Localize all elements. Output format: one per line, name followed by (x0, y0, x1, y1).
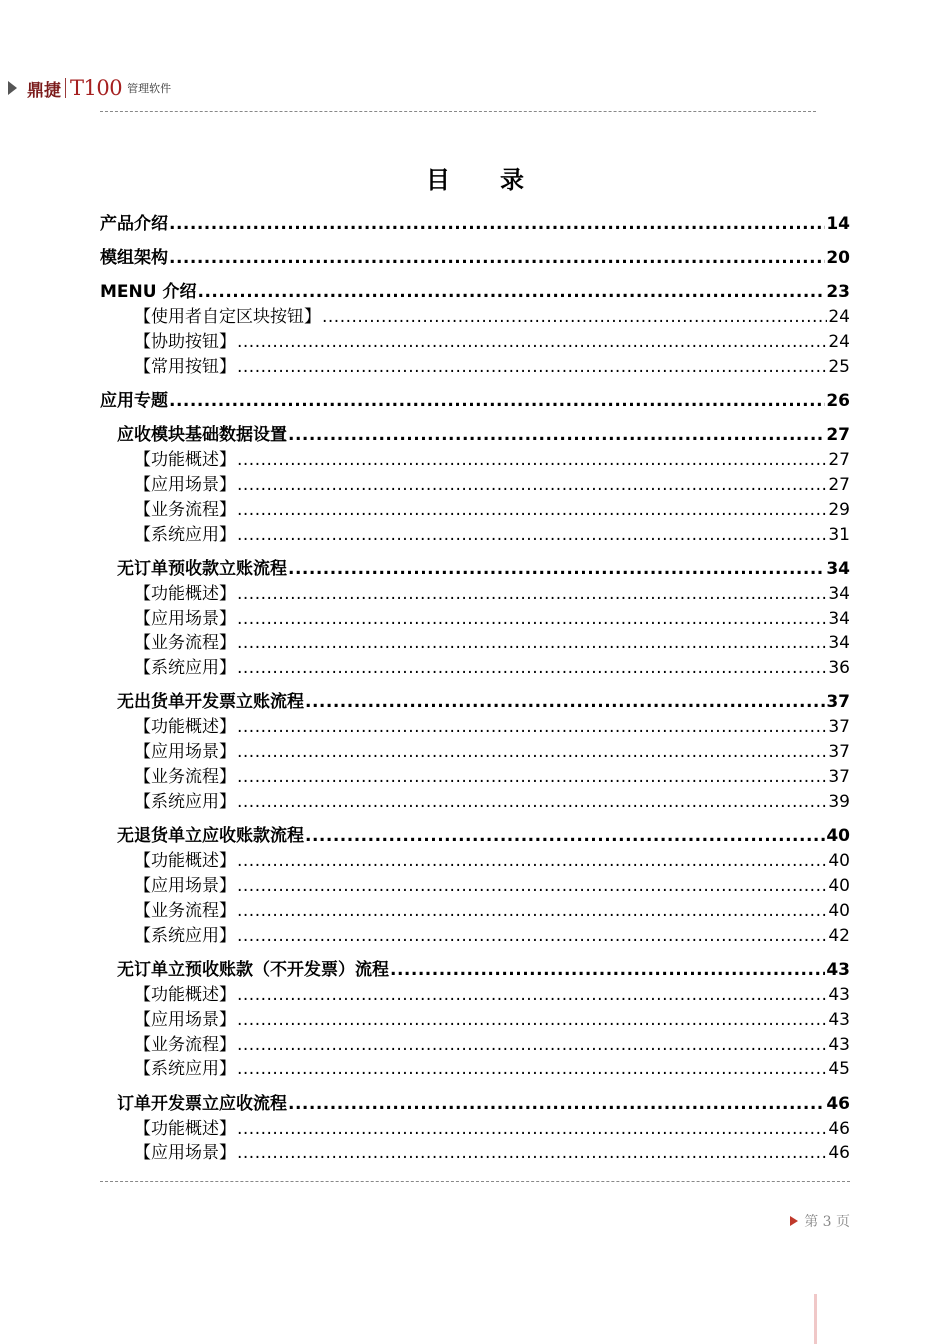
toc-entry-label: 【常用按钮】 (134, 357, 236, 377)
page-number: 第 3 页 (804, 1214, 850, 1230)
toc-leader-dots (237, 607, 827, 631)
toc-leader-dots (237, 899, 827, 923)
toc-entry-label: 【系统应用】 (134, 926, 236, 946)
header-divider (100, 111, 816, 112)
toc-leader-dots (305, 690, 825, 714)
toc-entry[interactable] (134, 582, 850, 606)
toc-entry[interactable] (134, 790, 850, 814)
toc-entry-label: 【业务流程】 (134, 901, 236, 921)
toc-entry-page: 46 (826, 1094, 850, 1114)
toc-entry[interactable] (134, 656, 850, 680)
product-name: T100 (70, 76, 123, 100)
toc-entry-label: 【协助按钮】 (134, 332, 236, 352)
toc-entry-label: 【功能概述】 (134, 717, 236, 737)
toc-entry-page: 42 (828, 926, 850, 946)
toc-entry-label: 【功能概述】 (134, 851, 236, 871)
toc-entry[interactable] (134, 631, 850, 655)
toc-entry[interactable] (134, 1141, 850, 1165)
toc-entry[interactable] (134, 473, 850, 497)
toc-entry[interactable] (134, 899, 850, 923)
toc-entry[interactable] (117, 690, 850, 714)
toc-entry-page: 26 (826, 391, 850, 411)
toc-entry-page: 27 (826, 425, 850, 445)
toc-entry-page: 20 (826, 248, 850, 268)
toc-entry[interactable] (134, 330, 850, 354)
page-title: 目录 (426, 166, 574, 194)
toc-entry[interactable] (134, 523, 850, 547)
page-edge-mark (814, 1294, 817, 1344)
toc-leader-dots (390, 958, 825, 982)
toc-entry-page: 23 (826, 282, 850, 302)
toc-leader-dots (197, 280, 825, 304)
toc-entry[interactable] (134, 1008, 850, 1032)
toc-entry[interactable] (134, 305, 850, 329)
toc-leader-dots (237, 523, 827, 547)
toc-entry[interactable] (100, 246, 850, 270)
toc-entry-page: 40 (828, 901, 850, 921)
toc-entry[interactable] (134, 715, 850, 739)
toc-entry-page: 43 (828, 985, 850, 1005)
header-triangle-icon (8, 81, 17, 95)
toc-entry[interactable] (134, 740, 850, 764)
toc-entry-page: 36 (828, 658, 850, 678)
toc-entry-label: 模组架构 (100, 248, 168, 268)
tagline: 管理软件 (127, 82, 172, 95)
toc-entry-label: 【功能概述】 (134, 584, 236, 604)
toc-entry-page: 25 (828, 357, 850, 377)
toc-entry-label: 【应用场景】 (134, 1143, 236, 1163)
toc-entry-label: 应用专题 (100, 391, 168, 411)
page-header (8, 74, 171, 102)
toc-entry-label: 【业务流程】 (134, 500, 236, 520)
toc-entry-label: 【业务流程】 (134, 1035, 236, 1055)
toc-entry-label: 【系统应用】 (134, 525, 236, 545)
toc-entry-page: 34 (826, 559, 850, 579)
toc-entry-page: 14 (826, 214, 850, 234)
toc-leader-dots (169, 246, 825, 270)
toc-leader-dots (237, 715, 827, 739)
toc-entry-label: 无订单预收款立账流程 (117, 559, 287, 579)
toc-entry-label: 【使用者自定区块按钮】 (134, 307, 321, 327)
toc-entry[interactable] (117, 1092, 850, 1116)
toc-leader-dots (237, 983, 827, 1007)
toc-entry-page: 45 (828, 1059, 850, 1079)
toc-leader-dots (237, 874, 827, 898)
toc-leader-dots (288, 1092, 825, 1116)
toc-entry-page: 34 (828, 584, 850, 604)
toc-entry-label: 【应用场景】 (134, 475, 236, 495)
toc-entry-page: 40 (826, 826, 850, 846)
toc-entry-page: 31 (828, 525, 850, 545)
toc-leader-dots (169, 212, 825, 236)
toc-leader-dots (237, 924, 827, 948)
toc-leader-dots (237, 740, 827, 764)
toc-entry-label: 【功能概述】 (134, 985, 236, 1005)
logo-divider (65, 78, 66, 98)
toc-entry-label: 【系统应用】 (134, 658, 236, 678)
toc-entry[interactable] (100, 212, 850, 236)
toc-entry-page: 46 (828, 1119, 850, 1139)
toc-entry-label: 订单开发票立应收流程 (117, 1094, 287, 1114)
toc-entry[interactable] (100, 280, 850, 304)
toc-entry-label: 【业务流程】 (134, 767, 236, 787)
toc-entry-page: 37 (828, 717, 850, 737)
toc-entry-page: 27 (828, 450, 850, 470)
toc-leader-dots (237, 582, 827, 606)
toc-entry[interactable] (134, 355, 850, 379)
toc-entry-page: 40 (828, 851, 850, 871)
toc-entry[interactable] (134, 849, 850, 873)
toc-leader-dots (237, 448, 827, 472)
toc-entry[interactable] (134, 498, 850, 522)
toc-entry-label: 【应用场景】 (134, 876, 236, 896)
toc-entry[interactable] (117, 824, 850, 848)
toc-entry-page: 37 (828, 742, 850, 762)
toc-entry-label: MENU 介绍 (100, 282, 197, 302)
toc-leader-dots (322, 305, 827, 329)
toc-leader-dots (237, 1008, 827, 1032)
toc-leader-dots (237, 355, 827, 379)
toc-entry[interactable] (134, 1033, 850, 1057)
toc-entry-label: 【应用场景】 (134, 1010, 236, 1030)
toc-entry-label: 【系统应用】 (134, 1059, 236, 1079)
toc-leader-dots (237, 765, 827, 789)
toc-entry-page: 39 (828, 792, 850, 812)
toc-leader-dots (237, 1117, 827, 1141)
toc-leader-dots (237, 1141, 827, 1165)
toc-entry-page: 24 (828, 332, 850, 352)
toc-entry-page: 40 (828, 876, 850, 896)
toc-entry-page: 43 (828, 1035, 850, 1055)
toc-leader-dots (288, 423, 825, 447)
toc-entry[interactable] (117, 958, 850, 982)
toc-entry-label: 无退货单立应收账款流程 (117, 826, 304, 846)
toc-entry-label: 【应用场景】 (134, 742, 236, 762)
toc-entry-page: 43 (826, 960, 850, 980)
toc-entry-page: 34 (828, 609, 850, 629)
toc-entry-page: 43 (828, 1010, 850, 1030)
toc-leader-dots (237, 1033, 827, 1057)
toc-leader-dots (237, 849, 827, 873)
toc-entry-page: 37 (828, 767, 850, 787)
toc-leader-dots (237, 498, 827, 522)
toc-entry-label: 【功能概述】 (134, 1119, 236, 1139)
toc-entry-label: 【应用场景】 (134, 609, 236, 629)
toc-leader-dots (237, 656, 827, 680)
toc-entry[interactable] (134, 1117, 850, 1141)
footer-divider (100, 1181, 850, 1182)
toc-leader-dots (237, 473, 827, 497)
toc-leader-dots (237, 790, 827, 814)
toc-leader-dots (237, 1057, 827, 1081)
toc-leader-dots (237, 631, 827, 655)
toc-entry[interactable] (134, 607, 850, 631)
toc-entry-page: 27 (828, 475, 850, 495)
toc-entry-label: 产品介绍 (100, 214, 168, 234)
toc-entry[interactable] (134, 448, 850, 472)
footer-triangle-icon (790, 1216, 798, 1226)
toc-entry[interactable] (134, 924, 850, 948)
toc-leader-dots (305, 824, 825, 848)
toc-entry[interactable] (134, 765, 850, 789)
toc-entry[interactable] (117, 423, 850, 447)
toc-entry-page: 34 (828, 633, 850, 653)
toc-entry[interactable] (134, 1057, 850, 1081)
toc-entry-label: 应收模块基础数据设置 (117, 425, 287, 445)
brand-logo: 鼎捷 (27, 80, 61, 101)
toc-entry-page: 24 (828, 307, 850, 327)
toc-entry-label: 【功能概述】 (134, 450, 236, 470)
toc-entry[interactable] (134, 983, 850, 1007)
toc-entry-label: 【业务流程】 (134, 633, 236, 653)
toc-entry-page: 46 (828, 1143, 850, 1163)
toc-entry[interactable] (117, 557, 850, 581)
toc-entry-page: 29 (828, 500, 850, 520)
toc-entry[interactable] (100, 389, 850, 413)
toc-entry-label: 无订单立预收账款（不开发票）流程 (117, 960, 389, 980)
page-footer (790, 1211, 850, 1231)
toc-leader-dots (237, 330, 827, 354)
toc-entry-label: 【系统应用】 (134, 792, 236, 812)
toc-entry[interactable] (134, 874, 850, 898)
toc-entry-label: 无出货单开发票立账流程 (117, 692, 304, 712)
toc-leader-dots (288, 557, 825, 581)
toc-leader-dots (169, 389, 825, 413)
toc-entry-page: 37 (826, 692, 850, 712)
